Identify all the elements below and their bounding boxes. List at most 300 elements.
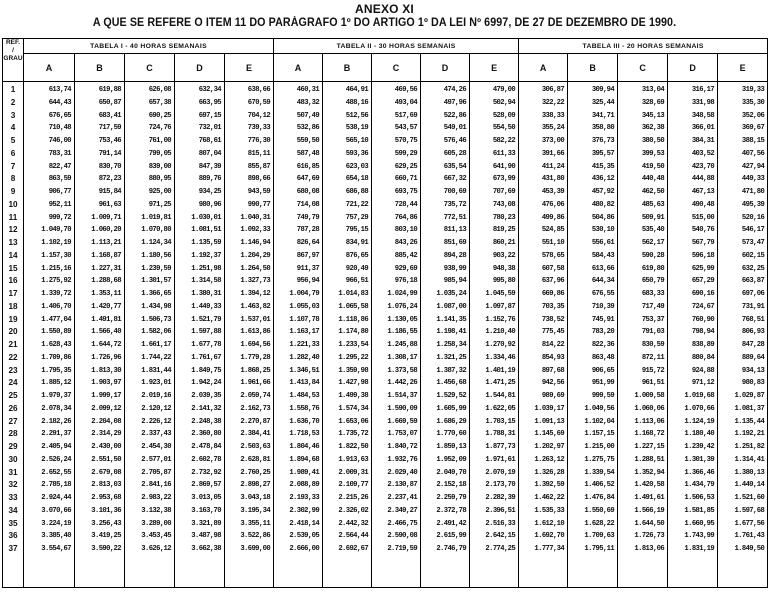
value-cell: 768,61 — [198, 137, 221, 145]
value-cell: 929,69 — [394, 264, 418, 273]
value-cell: 876,65 — [345, 251, 369, 260]
value-cell: 2.652,55 — [41, 468, 71, 477]
value-cell: 951,99 — [591, 379, 615, 388]
value-cell: 1.107,78 — [289, 315, 320, 324]
t3-col-a-values — [519, 82, 568, 588]
value-cell: 2.442,32 — [338, 519, 369, 528]
value-cell: 2.193,33 — [289, 494, 320, 502]
value-cell: 1.102,19 — [41, 239, 71, 247]
value-cell: 700,69 — [443, 188, 467, 196]
value-cell: 1.613,86 — [240, 328, 271, 337]
value-cell: 783,20 — [591, 328, 615, 337]
value-cell: 380,50 — [641, 137, 665, 145]
value-cell: 565,10 — [345, 137, 369, 145]
value-cell: 483,32 — [296, 98, 320, 107]
ref-grau-cell: 8 — [10, 174, 16, 184]
value-cell: 476,06 — [541, 200, 565, 209]
value-cell: 1.009,58 — [634, 392, 665, 400]
t2-col-c-header: C — [372, 54, 421, 82]
value-cell: 335,30 — [741, 98, 765, 107]
value-cell: 3.453,45 — [141, 532, 171, 541]
value-cell: 1.346,51 — [289, 366, 320, 375]
value-cell: 1.141,35 — [436, 315, 467, 324]
value-cell: 948,38 — [492, 264, 516, 273]
value-cell: 743,08 — [492, 200, 516, 209]
value-cell: 855,87 — [247, 162, 271, 171]
value-cell: 1.401,19 — [485, 366, 516, 375]
value-cell: 532,86 — [296, 124, 320, 133]
value-cell: 1.932,76 — [387, 455, 418, 464]
value-cell: 3.355,11 — [240, 519, 271, 528]
value-cell: 889,64 — [741, 353, 765, 362]
value-cell: 607,58 — [541, 264, 565, 273]
value-cell: 2.372,78 — [436, 506, 467, 515]
value-cell: 999,59 — [591, 392, 615, 400]
value-cell: 822,47 — [48, 162, 71, 171]
value-cell: 403,52 — [691, 149, 715, 158]
value-cell: 1.661,17 — [141, 341, 171, 349]
value-cell: 623,03 — [345, 162, 369, 171]
value-cell: 1.029,87 — [734, 392, 765, 400]
value-cell: 1.202,97 — [534, 443, 565, 451]
value-cell: 2.732,92 — [191, 468, 221, 477]
value-cell: 632,25 — [741, 264, 765, 273]
value-cell: 1.174,80 — [338, 328, 369, 337]
value-cell: 2.953,68 — [91, 494, 121, 502]
value-cell: 2.746,79 — [436, 545, 467, 553]
value-cell: 2.120,12 — [141, 404, 171, 413]
value-cell: 1.030,01 — [191, 213, 221, 222]
value-cell: 512,56 — [345, 111, 369, 120]
t1-col-e-header: E — [225, 54, 274, 82]
value-cell: 613,74 — [48, 86, 71, 94]
value-cell: 1.251,98 — [191, 264, 221, 273]
value-cell: 1.366,46 — [684, 468, 715, 477]
value-cell: 345,13 — [641, 111, 665, 120]
value-cell: 1.942,24 — [191, 379, 221, 388]
value-cell: 980,96 — [198, 200, 221, 209]
value-cell: 1.239,59 — [141, 264, 171, 273]
value-cell: 328,69 — [641, 98, 665, 107]
value-cell: 411,24 — [541, 162, 565, 171]
value-cell: 1.258,34 — [436, 341, 467, 349]
value-cell: 1.653,06 — [338, 417, 369, 426]
value-cell: 1.145,69 — [534, 430, 565, 439]
value-cell: 1.221,33 — [289, 341, 320, 349]
ref-grau-cell: 22 — [8, 352, 18, 362]
value-cell: 647,69 — [296, 175, 320, 184]
value-cell: 3.699,00 — [240, 545, 271, 553]
value-cell: 1.092,33 — [240, 226, 271, 235]
value-cell: 760,90 — [691, 315, 715, 324]
value-cell: 1.413,84 — [289, 379, 320, 388]
value-cell: 1.087,00 — [436, 302, 467, 311]
value-cell: 3.289,00 — [141, 519, 171, 528]
value-cell: 556,61 — [591, 239, 615, 247]
value-cell: 976,18 — [394, 277, 418, 286]
value-cell: 2.029,40 — [387, 468, 418, 477]
value-cell: 961,63 — [98, 200, 121, 209]
t2-col-a-header: A — [274, 54, 323, 82]
value-cell: 1.308,17 — [387, 353, 418, 362]
value-cell: 1.605,99 — [436, 404, 467, 413]
t3-col-b-header: B — [568, 54, 618, 82]
value-cell: 2.642,15 — [485, 532, 516, 541]
value-cell: 783,31 — [48, 149, 71, 158]
value-cell: 717,59 — [98, 124, 121, 133]
value-cell: 911,37 — [296, 264, 320, 273]
value-cell: 1.065,58 — [338, 302, 369, 311]
value-cell: 549,01 — [443, 124, 467, 133]
value-cell: 830,70 — [98, 162, 121, 171]
value-cell: 724,76 — [148, 124, 171, 133]
ref-grau-cell: 6 — [10, 148, 16, 158]
value-cell: 2.539,05 — [289, 532, 320, 541]
value-cell: 1.392,59 — [534, 481, 565, 490]
value-cell: 657,29 — [691, 277, 715, 286]
value-cell: 1.726,96 — [91, 353, 121, 362]
value-cell: 1.321,25 — [436, 353, 467, 362]
value-cell: 2.109,77 — [338, 481, 369, 490]
value-cell: 2.078,34 — [41, 404, 71, 413]
value-cell: 657,38 — [148, 98, 171, 107]
value-cell: 1.703,15 — [485, 417, 516, 426]
value-cell: 1.263,12 — [534, 455, 565, 464]
value-cell: 1.597,88 — [191, 328, 221, 337]
value-cell: 814,22 — [541, 341, 565, 349]
value-cell: 3.419,25 — [91, 532, 121, 541]
value-cell: 1.590,09 — [387, 404, 418, 413]
value-cell: 384,31 — [691, 137, 715, 145]
value-cell: 815,11 — [247, 149, 271, 158]
value-cell: 1.471,25 — [485, 379, 516, 388]
value-cell: 1.544,81 — [485, 392, 516, 400]
value-cell: 587,48 — [296, 149, 320, 158]
value-cell: 1.694,56 — [240, 341, 271, 349]
value-cell: 1.849,75 — [191, 366, 221, 375]
value-cell: 728,44 — [394, 200, 418, 209]
value-cell: 966,51 — [345, 277, 369, 286]
ref-grau-cell: 4 — [10, 123, 16, 133]
value-cell: 2.152,18 — [436, 481, 467, 490]
page-subtitle: A QUE SE REFERE O ITEM 11 DO PARÁGRAFO 1º DO ARTIGO 1º DA LEI Nº 6997, DE 27 DE DEZEMBRO DE 1990. — [92, 17, 677, 29]
value-cell: 686,88 — [345, 188, 369, 196]
value-cell: 721,22 — [345, 200, 369, 209]
value-cell: 1.499,38 — [338, 392, 369, 400]
value-cell: 2.924,44 — [41, 494, 71, 502]
value-cell: 1.462,22 — [534, 494, 565, 502]
value-cell: 366,01 — [691, 124, 715, 133]
value-cell: 543,57 — [394, 124, 418, 133]
value-cell: 1.301,39 — [684, 455, 715, 464]
value-cell: 738,52 — [541, 315, 565, 324]
value-cell: 625,99 — [691, 264, 715, 273]
value-cell: 1.677,56 — [734, 519, 765, 528]
value-cell: 2.326,02 — [338, 506, 369, 515]
value-cell: 1.420,77 — [91, 302, 121, 311]
value-cell: 1.045,59 — [485, 290, 516, 298]
t1-col-c-header: C — [125, 54, 175, 82]
value-cell: 2.182,26 — [41, 417, 71, 426]
value-cell: 943,59 — [247, 188, 271, 196]
value-cell: 632,34 — [198, 86, 221, 94]
value-cell: 2.226,12 — [141, 417, 171, 426]
value-cell: 596,18 — [691, 251, 715, 260]
value-cell: 971,12 — [691, 379, 715, 388]
value-cell: 1.270,92 — [485, 341, 516, 349]
value-cell: 1.537,01 — [240, 315, 271, 324]
value-cell: 2.314,29 — [91, 430, 121, 439]
value-cell: 1.245,88 — [387, 341, 418, 349]
value-cell: 1.124,34 — [141, 239, 171, 247]
value-cell: 1.923,01 — [141, 379, 171, 388]
value-cell: 2.291,37 — [41, 430, 71, 439]
value-cell: 554,50 — [492, 124, 516, 133]
value-cell: 520,16 — [741, 213, 765, 222]
value-cell: 316,17 — [691, 86, 715, 94]
table-body-row — [3, 82, 768, 588]
ref-grau-cell: 12 — [8, 225, 18, 235]
value-cell: 1.373,58 — [387, 366, 418, 375]
value-cell: 480,82 — [591, 200, 615, 209]
value-cell: 1.192,21 — [734, 430, 765, 439]
value-cell: 1.186,55 — [387, 328, 418, 337]
value-cell: 1.339,72 — [41, 290, 71, 298]
value-cell: 1.314,58 — [191, 277, 221, 286]
t2-col-e-header: E — [470, 54, 519, 82]
value-cell: 1.581,85 — [684, 506, 715, 515]
t1-col-a-values — [24, 82, 75, 588]
value-cell: 1.692,70 — [534, 532, 565, 541]
value-cell: 2.337,43 — [141, 430, 171, 439]
value-cell: 599,29 — [394, 149, 418, 158]
value-cell: 1.118,86 — [338, 315, 369, 324]
value-cell: 1.795,35 — [41, 366, 71, 375]
value-cell: 358,80 — [591, 124, 615, 133]
t3-col-b-values — [568, 82, 618, 588]
value-cell: 669,86 — [541, 290, 565, 298]
value-cell: 791,14 — [98, 149, 121, 158]
value-cell: 338,33 — [541, 111, 565, 120]
value-cell: 768,51 — [741, 315, 765, 324]
value-cell: 2.503,63 — [240, 443, 271, 451]
value-cell: 650,87 — [98, 98, 121, 107]
value-cell: 2.813,03 — [91, 481, 121, 490]
value-cell: 559,50 — [296, 137, 320, 145]
value-cell: 807,04 — [198, 149, 221, 158]
value-cell: 1.039,17 — [534, 404, 565, 413]
value-cell: 616,85 — [296, 162, 320, 171]
ref-grau-cell: 2 — [10, 97, 16, 107]
value-cell: 690,16 — [691, 290, 715, 298]
value-cell: 355,24 — [541, 124, 565, 133]
value-cell: 757,29 — [345, 213, 369, 222]
ref-grau-cell: 29 — [8, 442, 18, 451]
ref-column — [3, 82, 24, 588]
value-cell: 934,25 — [198, 188, 221, 196]
value-cell: 551,10 — [541, 239, 565, 247]
value-cell: 775,45 — [541, 328, 565, 337]
value-cell: 1.597,68 — [734, 506, 765, 515]
value-cell: 1.124,19 — [684, 417, 715, 426]
ref-grau-cell: 7 — [10, 161, 16, 171]
value-cell: 1.449,14 — [734, 481, 765, 490]
value-cell: 1.521,79 — [191, 315, 221, 324]
t2-col-d-values — [421, 82, 470, 588]
value-cell: 467,13 — [691, 188, 715, 196]
value-cell: 1.394,12 — [240, 290, 271, 298]
value-cell: 1.628,22 — [584, 519, 615, 528]
value-cell: 2.869,57 — [191, 481, 221, 490]
value-cell: 2.454,30 — [141, 443, 171, 451]
value-cell: 1.550,89 — [41, 328, 71, 337]
value-cell: 663,87 — [741, 277, 765, 286]
value-cell: 2.039,35 — [191, 392, 221, 400]
value-cell: 2.162,73 — [240, 404, 271, 413]
value-cell: 822,36 — [591, 341, 615, 349]
ref-grau-cell: 28 — [8, 429, 18, 439]
value-cell: 2.070,19 — [485, 468, 516, 477]
ref-grau-cell: 16 — [8, 276, 18, 286]
value-cell: 1.288,51 — [634, 455, 665, 464]
value-cell: 1.434,98 — [141, 302, 171, 311]
value-cell: 3.070,66 — [41, 506, 71, 515]
value-cell: 535,40 — [641, 226, 665, 235]
value-cell: 1.339,54 — [584, 468, 615, 477]
value-cell: 528,09 — [492, 111, 516, 120]
value-cell: 1.868,25 — [240, 366, 271, 375]
value-cell: 3.626,12 — [141, 545, 171, 553]
value-cell: 427,94 — [741, 162, 765, 171]
value-cell: 2.478,84 — [191, 443, 221, 451]
value-cell: 593,36 — [345, 149, 369, 158]
value-cell: 3.662,38 — [191, 545, 221, 553]
t1-col-d-header: D — [175, 54, 225, 82]
value-cell: 660,71 — [394, 175, 418, 184]
value-cell: 464,91 — [345, 86, 369, 94]
value-cell: 1.913,63 — [338, 455, 369, 464]
value-cell: 1.275,92 — [41, 277, 71, 286]
value-cell: 1.275,75 — [584, 455, 615, 464]
value-cell: 673,99 — [492, 175, 516, 184]
value-cell: 670,59 — [247, 98, 271, 107]
value-cell: 680,08 — [296, 188, 320, 196]
value-cell: 1.770,60 — [436, 430, 467, 439]
ref-grau-cell: 5 — [10, 136, 16, 145]
value-cell: 999,72 — [48, 213, 71, 222]
value-cell: 1.477,04 — [41, 315, 71, 324]
value-cell: 1.677,78 — [191, 341, 221, 349]
value-cell: 1.644,72 — [91, 341, 121, 349]
value-cell: 942,56 — [541, 379, 565, 388]
value-cell: 1.582,06 — [141, 328, 171, 337]
value-cell: 693,75 — [394, 188, 418, 196]
value-cell: 1.049,70 — [41, 226, 71, 235]
ref-grau-cell: 11 — [8, 212, 18, 222]
value-cell: 399,53 — [641, 149, 665, 158]
value-cell: 1.157,15 — [584, 430, 615, 439]
value-cell: 1.406,70 — [41, 302, 71, 311]
value-cell: 1.529,52 — [436, 392, 467, 400]
value-cell: 1.097,87 — [485, 302, 516, 311]
value-cell: 1.753,07 — [387, 430, 418, 439]
value-cell: 952,11 — [48, 200, 71, 209]
ref-grau-cell: 14 — [8, 250, 18, 260]
value-cell: 1.849,50 — [734, 545, 765, 553]
value-cell: 352,06 — [741, 111, 765, 120]
t1-col-e-values — [225, 82, 274, 588]
value-cell: 584,43 — [591, 251, 615, 260]
value-cell: 460,31 — [296, 86, 320, 94]
value-cell: 1.168,72 — [634, 430, 665, 439]
value-cell: 863,48 — [591, 353, 615, 362]
ref-grau-cell: 26 — [8, 403, 18, 413]
value-cell: 449,33 — [741, 175, 765, 184]
value-cell: 325,44 — [591, 98, 615, 107]
value-cell: 637,96 — [541, 277, 565, 286]
value-cell: 1.135,44 — [734, 417, 765, 426]
value-cell: 1.709,63 — [584, 532, 615, 541]
value-cell: 1.521,60 — [734, 494, 765, 502]
value-cell: 1.449,33 — [191, 302, 221, 311]
value-cell: 415,35 — [591, 162, 615, 171]
value-cell: 676,65 — [48, 111, 71, 120]
value-cell: 897,68 — [541, 366, 565, 375]
value-cell: 3.224,19 — [41, 519, 71, 528]
value-cell: 889,76 — [198, 175, 221, 184]
value-cell: 1.314,41 — [734, 455, 765, 464]
value-cell: 851,69 — [443, 239, 467, 247]
value-cell: 717,49 — [641, 302, 665, 311]
value-cell: 2.602,78 — [191, 455, 221, 464]
value-cell: 938,99 — [443, 264, 467, 273]
value-cell: 1.215,16 — [41, 264, 71, 273]
value-cell: 764,86 — [394, 213, 418, 222]
value-cell: 322,22 — [541, 98, 565, 107]
value-cell: 830,59 — [641, 341, 665, 349]
ref-grau-cell: 9 — [10, 187, 16, 196]
value-cell: 488,16 — [345, 98, 369, 107]
value-cell: 1.353,11 — [91, 290, 121, 298]
value-cell: 348,58 — [691, 111, 715, 120]
value-cell: 2.418,14 — [289, 519, 320, 528]
value-cell: 697,06 — [741, 290, 765, 298]
ref-grau-cell: 15 — [8, 263, 18, 273]
ref-grau-cell: 10 — [8, 199, 18, 209]
value-cell: 436,12 — [591, 175, 615, 184]
value-cell: 1.840,72 — [387, 443, 418, 451]
value-cell: 2.551,50 — [91, 455, 121, 464]
value-cell: 3.321,89 — [191, 519, 221, 528]
value-cell: 795,15 — [345, 226, 369, 235]
t2-col-d-header: D — [421, 54, 470, 82]
value-cell: 654,18 — [345, 175, 369, 184]
ref-grau-cell: 19 — [8, 314, 18, 324]
value-cell: 1.380,31 — [191, 290, 221, 298]
ref-grau-cell: 17 — [8, 289, 18, 298]
value-cell: 1.366,65 — [141, 290, 171, 298]
t2-col-c-values — [372, 82, 421, 588]
value-cell: 1.070,66 — [684, 404, 715, 413]
value-cell: 1.420,58 — [634, 481, 665, 490]
value-cell: 462,50 — [641, 188, 665, 196]
value-cell: 423,70 — [691, 162, 715, 171]
value-cell: 1.264,50 — [240, 264, 271, 273]
value-cell: 1.566,19 — [634, 506, 665, 515]
value-cell: 924,88 — [691, 366, 715, 375]
value-cell: 1.859,13 — [436, 443, 467, 451]
value-cell: 1.788,31 — [485, 430, 516, 439]
